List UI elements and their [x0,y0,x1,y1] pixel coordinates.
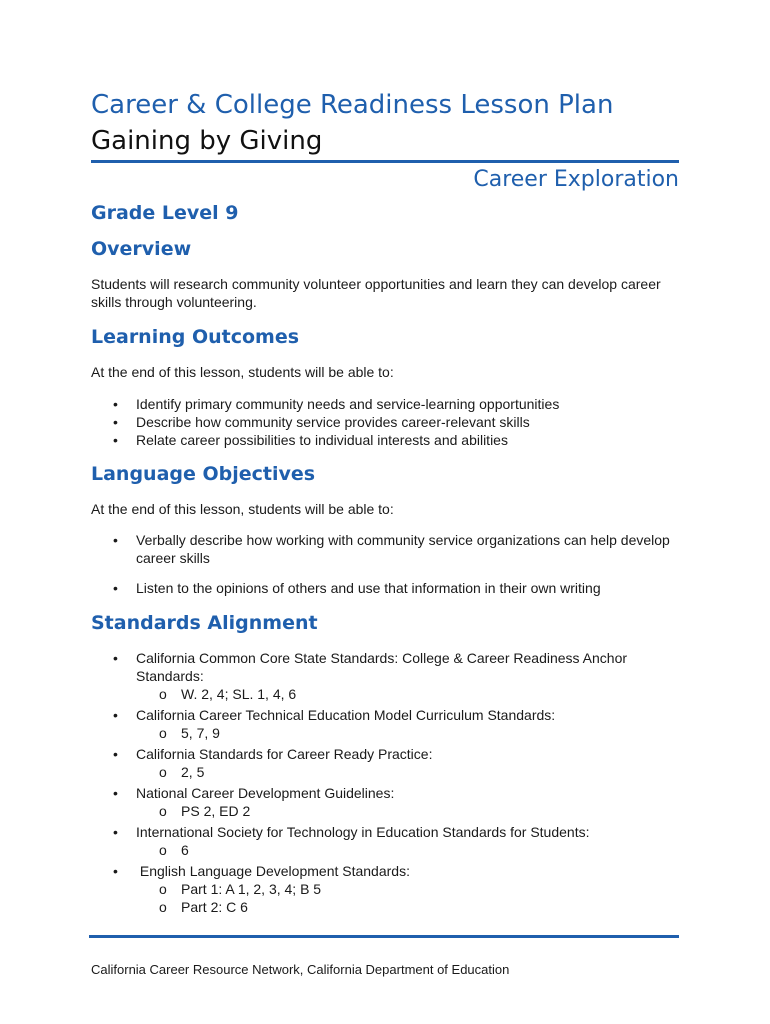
list-item: • Relate career possibilities to individual interests and abilities [91,431,691,449]
title-divider [91,160,679,163]
standards-item [91,862,651,916]
sub-item: o 6 [136,841,651,859]
sub-item: o 2, 5 [136,763,651,781]
sub-list [136,880,651,916]
standards-label: English Language Development Standards: [136,863,410,879]
list-item: • Verbally describe how working with community service organizations can help develop career skills [91,531,671,567]
footer-divider [89,935,679,938]
standards-item [91,706,651,742]
language-objectives-intro: At the end of this lesson, students will be able to: [91,501,394,517]
learning-outcomes-heading: Learning Outcomes [91,326,300,348]
category-label: Career Exploration [473,167,679,192]
standards-label: International Society for Technology in Education Standards for Students: [136,824,590,840]
standards-item [91,745,651,781]
standards-label: California Standards for Career Ready Practice: [136,746,433,762]
overview-heading: Overview [91,238,192,260]
footer-text: California Career Resource Network, California Department of Education [91,962,510,977]
sub-list [136,841,651,859]
list-item: • Identify primary community needs and service-learning opportunities [91,395,691,413]
sub-item: o PS 2, ED 2 [136,802,651,820]
overview-text: Students will research community volunteer opportunities and learn they can develop career skills through volunteering. [91,276,661,310]
language-objectives-heading: Language Objectives [91,463,316,485]
lesson-name: Gaining by Giving [91,126,323,156]
standards-item [91,784,651,820]
sub-item: o W. 2, 4; SL. 1, 4, 6 [136,685,651,703]
standards-item [91,823,651,859]
standards-label: National Career Development Guidelines: [136,785,395,801]
document-title: Career & College Readiness Lesson Plan [91,90,614,120]
language-objectives-list [91,531,671,597]
sub-item: o Part 2: C 6 [136,898,651,916]
list-item: • Describe how community service provides career-relevant skills [91,413,691,431]
standards-label: California Common Core State Standards: College & Career Readiness Anchor Standards: [136,650,628,684]
standards-label: California Career Technical Education Model Curriculum Standards: [136,707,556,723]
sub-item: o Part 1: A 1, 2, 3, 4; B 5 [136,880,651,898]
sub-list [136,685,651,703]
sub-list [136,763,651,781]
list-item: • Listen to the opinions of others and use that information in their own writing [91,579,671,597]
learning-outcomes-list [91,395,691,449]
standards-list [91,649,651,916]
learning-outcomes-intro: At the end of this lesson, students will be able to: [91,364,394,380]
sub-list [136,802,651,820]
grade-level-heading: Grade Level 9 [91,202,239,224]
sub-list [136,724,651,742]
standards-heading: Standards Alignment [91,612,318,634]
standards-item [91,649,651,703]
sub-item: o 5, 7, 9 [136,724,651,742]
